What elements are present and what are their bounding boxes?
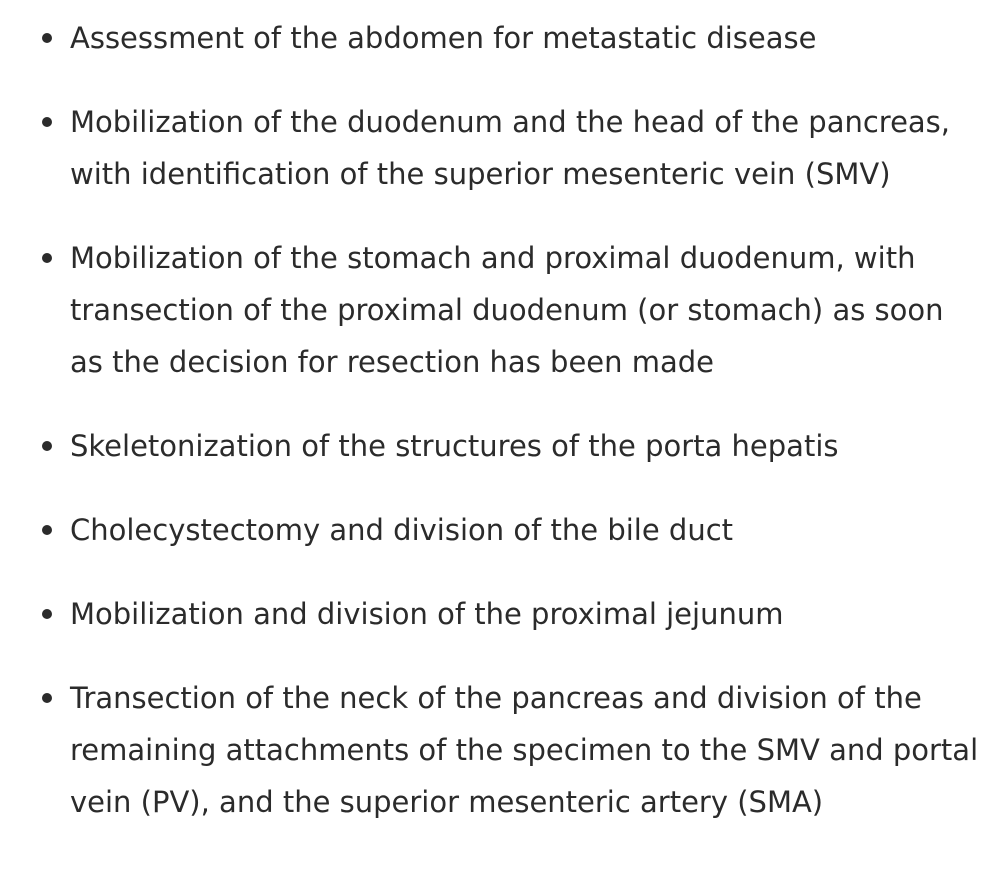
list-item-text: Mobilization of the stomach and proximal duodenum, with transection of the proximal duodenum (or stomach) as soon as the decision for resection has been made: [70, 241, 944, 379]
document-content: [0, 12, 1005, 860]
list-item: [0, 672, 1005, 828]
list-item: [0, 420, 1005, 472]
bullet-dot-icon: [42, 117, 52, 127]
list-item-text: Cholecystectomy and division of the bile duct: [70, 513, 734, 547]
bullet-dot-icon: [42, 693, 52, 703]
list-item-text: Mobilization and division of the proximal jejunum: [70, 597, 784, 631]
list-item: [0, 232, 1005, 388]
bullet-dot-icon: [42, 441, 52, 451]
list-item: [0, 12, 1005, 64]
list-item-text: Skeletonization of the structures of the porta hepatis: [70, 429, 839, 463]
list-item-text: Assessment of the abdomen for metastatic disease: [70, 21, 817, 55]
bullet-dot-icon: [42, 609, 52, 619]
list-item-text: Mobilization of the duodenum and the head of the pancreas, with identification of the superior mesenteric vein (SMV): [70, 105, 951, 191]
list-item: [0, 588, 1005, 640]
list-item: [0, 504, 1005, 556]
procedure-steps-list: [0, 12, 1005, 828]
bullet-dot-icon: [42, 525, 52, 535]
list-item: [0, 96, 1005, 200]
list-item-text: Transection of the neck of the pancreas and division of the remaining attachments of the specimen to the SMV and portal vein (PV), and the superior mesenteric artery (SMA): [70, 681, 979, 819]
bullet-dot-icon: [42, 33, 52, 43]
bullet-dot-icon: [42, 253, 52, 263]
